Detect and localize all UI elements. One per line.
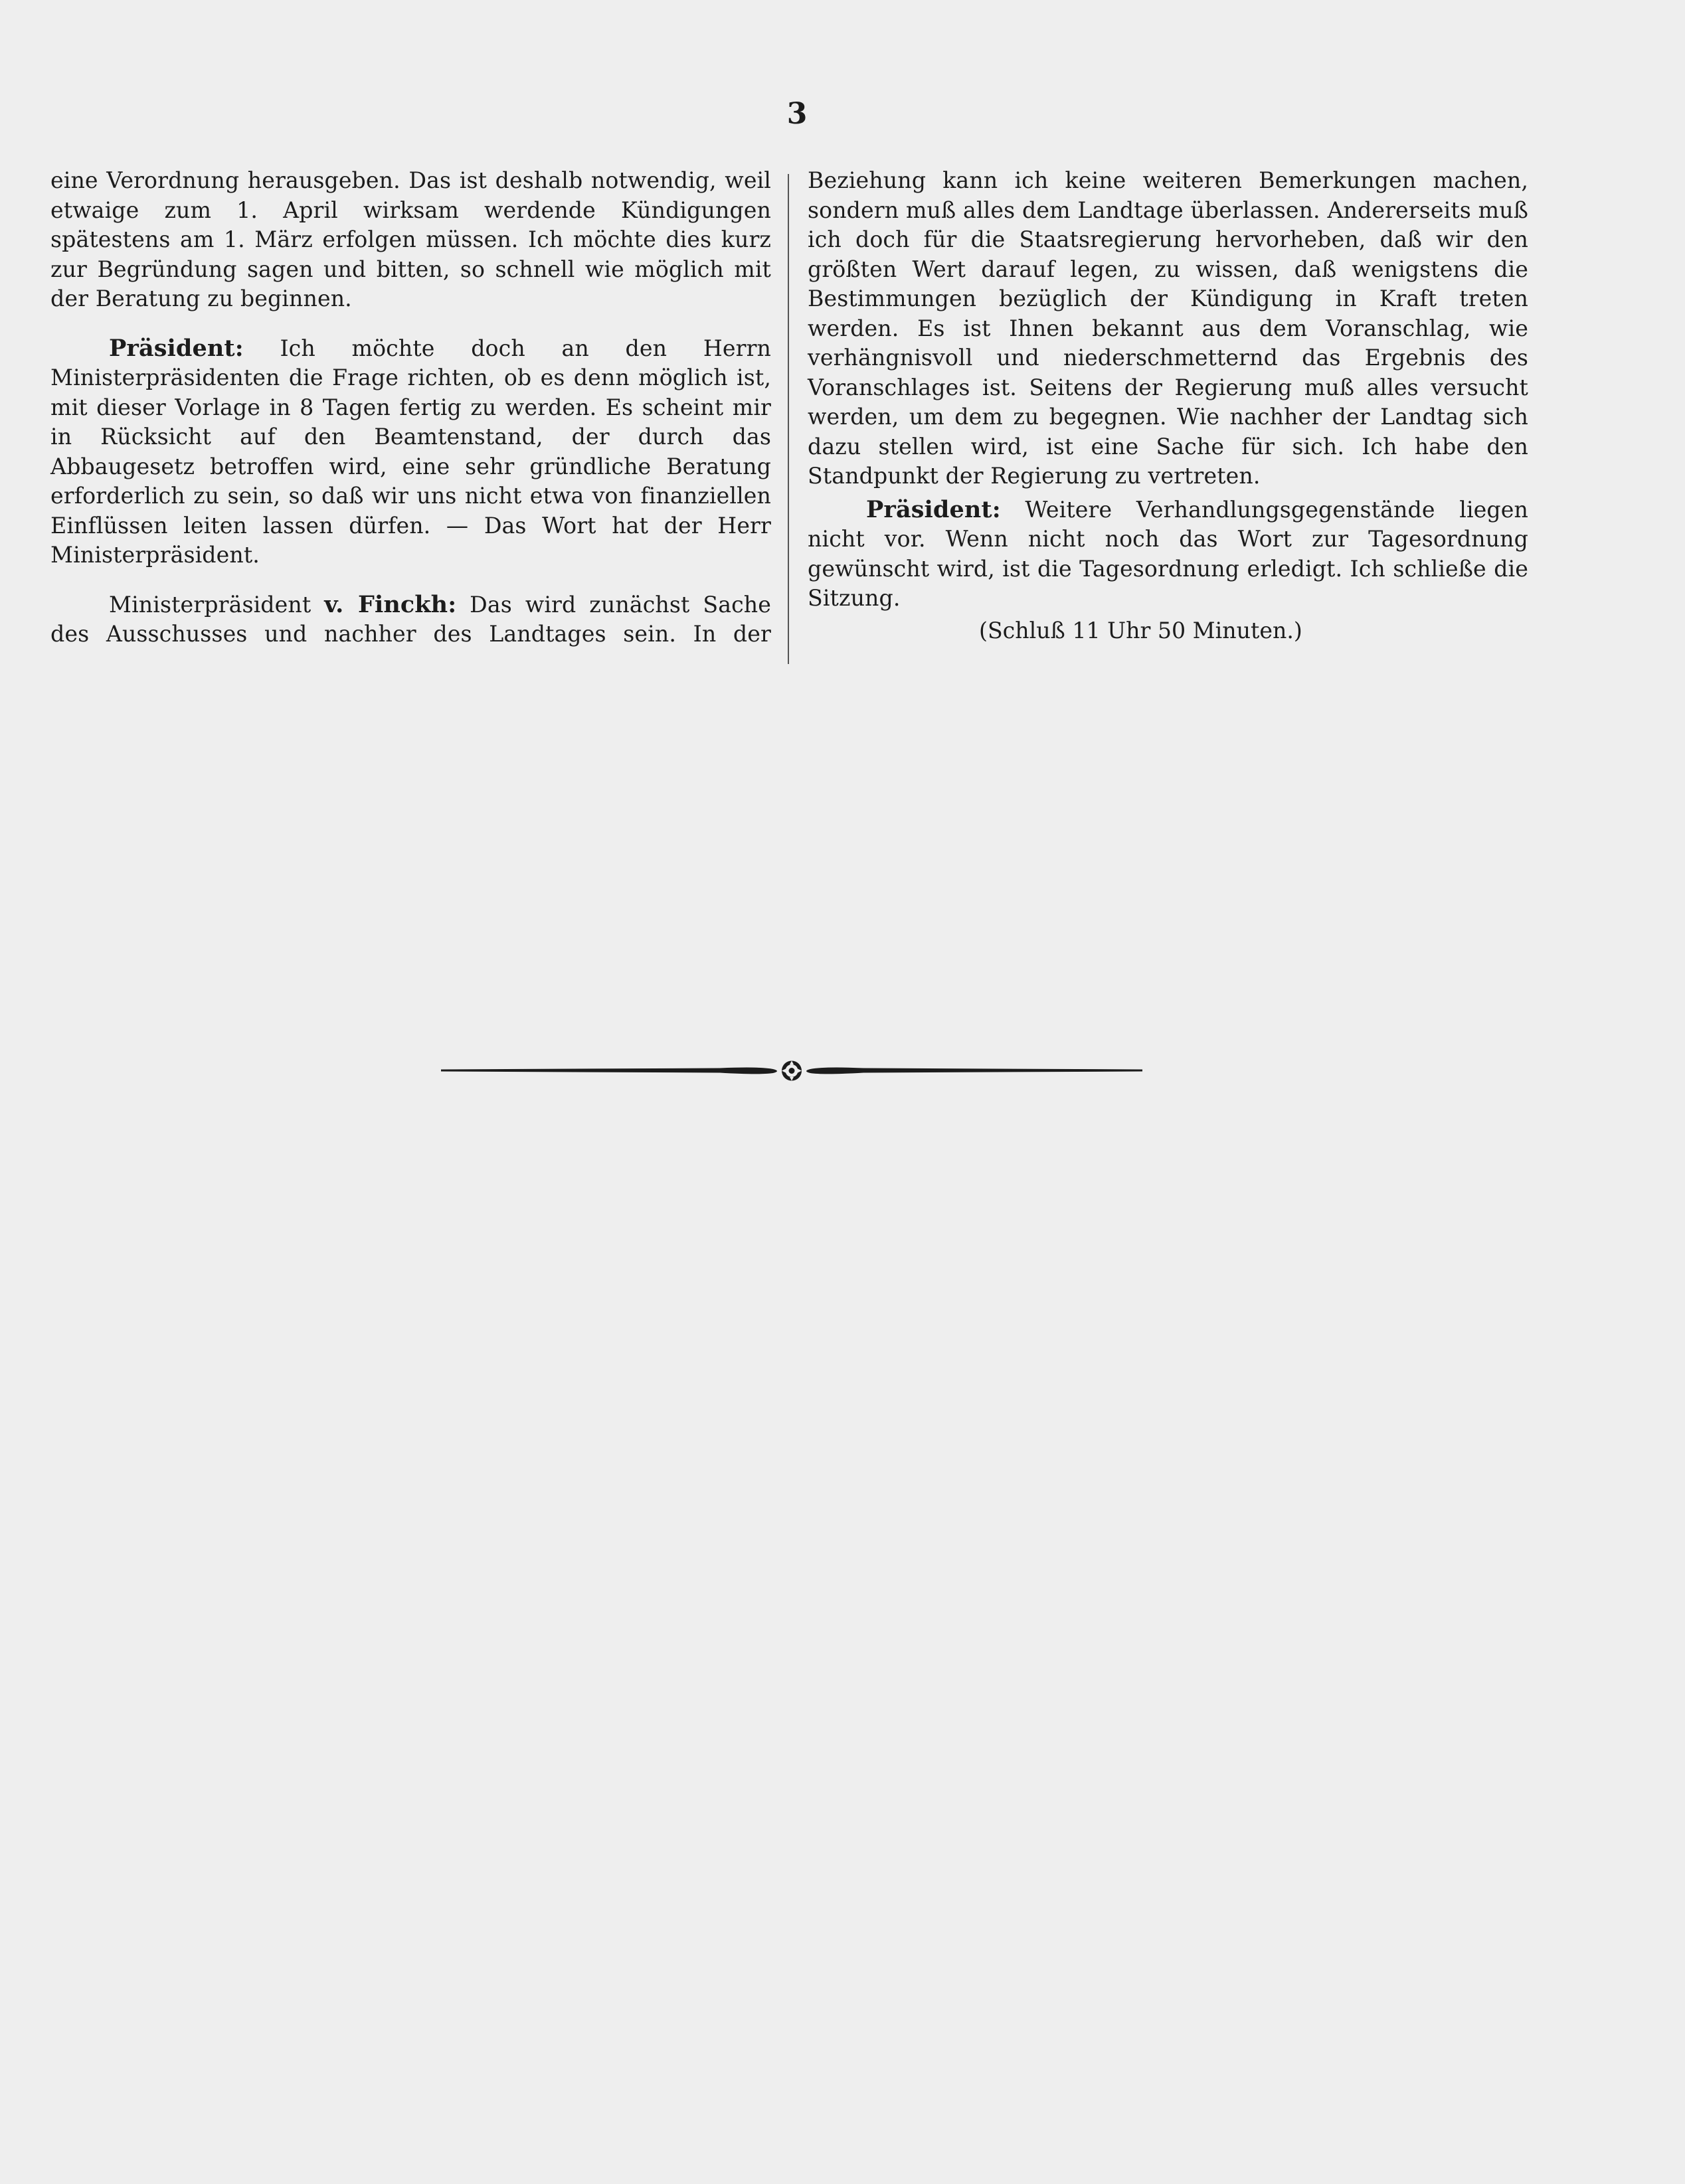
right-column bbox=[808, 166, 1528, 645]
page-number: 3 bbox=[786, 97, 808, 131]
paragraph-text: Ich möchte doch an den Herrn Ministerpräsidenten die Frage richten, ob es denn möglich ist, mit dieser Vorlage in 8 Tagen fertig zu werden. Es scheint mir in Rücksicht auf den Beamtenstand, der durch das Abbaugesetz betroffen wird, eine sehr gründliche Beratung erforderlich zu sein, so daß wir uns nicht etwa von finanziellen Einflüssen leiten lassen dürfen. — Das Wort hat der Herr Ministerpräsident. bbox=[50, 335, 772, 568]
left-column bbox=[50, 166, 771, 649]
paragraph-praesident-question bbox=[50, 334, 771, 570]
speaker-title: Ministerpräsident bbox=[109, 591, 311, 618]
paragraph-verordnung: eine Verordnung herausgeben. Das ist deshalb notwendig, weil etwaige zum 1. April wirksam werdende Kündigungen spätestens am 1. März erfolgen müssen. Ich möchte dies kurz zur Begründung sagen und bitten, so schnell wie möglich mit der Beratung zu beginnen. bbox=[50, 167, 771, 311]
ornamental-divider-icon bbox=[441, 1054, 1142, 1088]
paragraph-text: Weitere Verhandlungsgegenstände liegen nicht vor. Wenn nicht noch das Wort zur Tagesordnung gewünscht wird, ist die Tagesordnung erledigt. Ich schließe die Sitzung. bbox=[808, 496, 1528, 611]
speaker-praesident: Präsident: bbox=[866, 495, 1001, 523]
paragraph-beziehung: Beziehung kann ich keine weiteren Bemerkungen machen, sondern muß alles dem Landtage überlassen. Andererseits muß ich doch für die Staatsregierung hervorheben, daß wir den größten Wert darauf legen, zu wissen, daß wenigstens die Bestimmungen bezüglich der Kündigung in Kraft treten werden. Es ist Ihnen bekannt aus dem Voranschlag, wie verhängnisvoll und niederschmetternd das Ergebnis des Voranschlages ist. Seitens der Regierung muß alles versucht werden, um dem zu begegnen. Wie nachher der Landtag sich dazu stellen wird, ist eine Sache für sich. Ich habe den Standpunkt der Regierung zu vertreten. bbox=[808, 167, 1528, 489]
paragraph-ministerpraesident bbox=[50, 590, 771, 649]
paragraph-text: Das wird zunächst Sache des Ausschusses und nachher des Landtages sein. In der bbox=[50, 591, 771, 647]
column-divider bbox=[788, 174, 789, 664]
speaker-finckh: v. Finckh: bbox=[324, 590, 457, 618]
speaker-praesident: Präsident: bbox=[109, 334, 244, 362]
paragraph-praesident-closing bbox=[808, 495, 1528, 614]
closing-time-note: (Schluß 11 Uhr 50 Minuten.) bbox=[979, 617, 1302, 643]
